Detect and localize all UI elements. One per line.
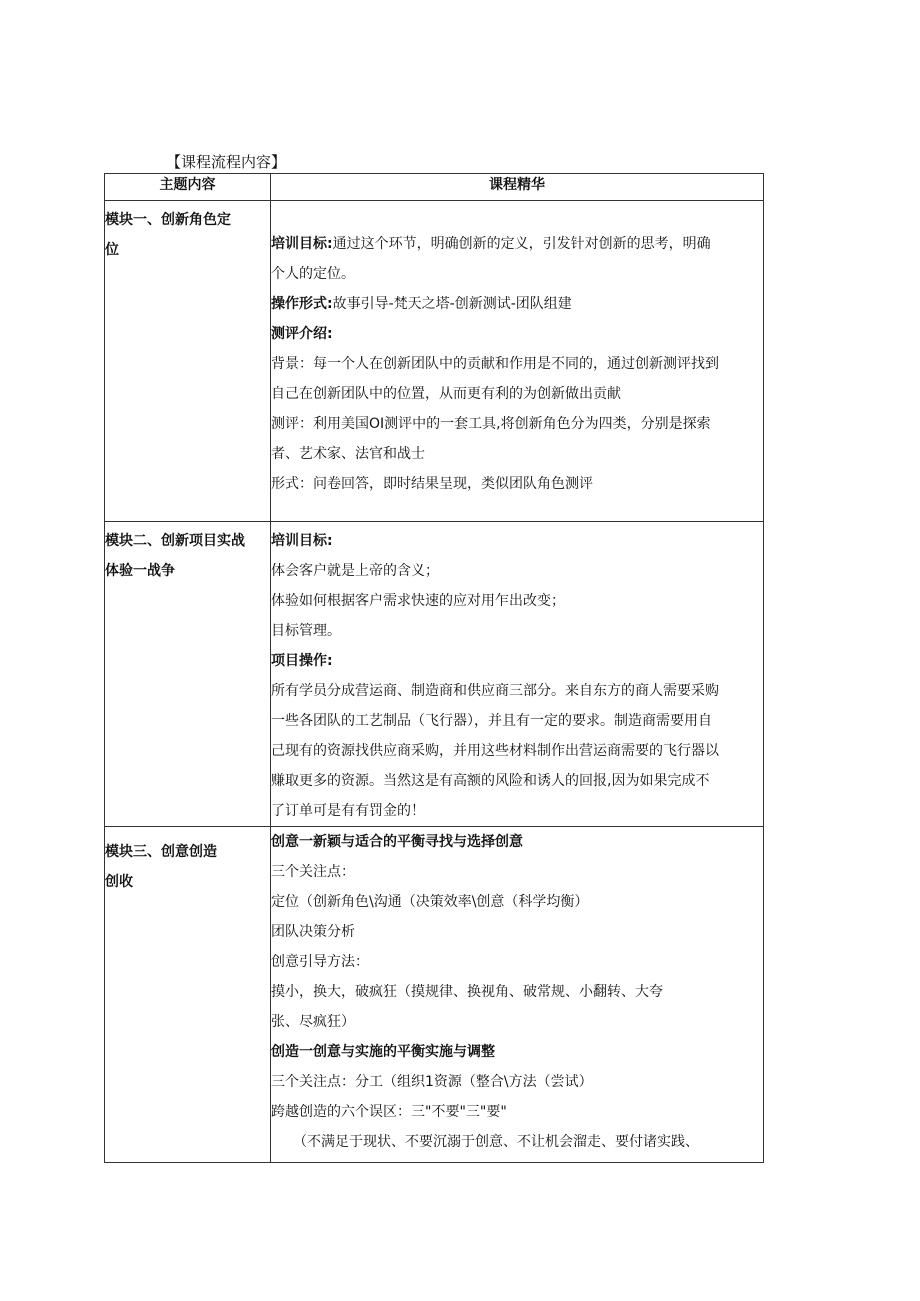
content-line: [271, 526, 763, 556]
course-flow-table: [104, 173, 764, 1163]
content-line: [271, 857, 763, 887]
module-name-line: 模块一、创新角色定: [105, 212, 231, 228]
content-line: [271, 379, 763, 409]
content-text: 三个关注点：分工（组织1资源（整合\方法（尝试）: [271, 1074, 593, 1090]
content-label: 培训目标:: [271, 236, 333, 252]
content-line: [271, 1037, 763, 1067]
table-header-row: [105, 174, 764, 201]
content-text: （不满足于现状、不要沉溺于创意、不让机会溜走、要付诸实践、: [293, 1134, 699, 1150]
content-line: [271, 319, 763, 349]
content-text: 形式：问卷回答，即时结果呈现，类似团队角色测评: [271, 476, 593, 492]
content-text: 故事引导-梵天之塔-创新测试-团队组建: [332, 296, 572, 312]
content-line: [271, 947, 763, 977]
content-line: [271, 439, 763, 469]
content-label: 创造一创意与实施的平衡实施与调整: [271, 1044, 495, 1060]
table-row: [105, 827, 764, 1163]
content-line: [271, 766, 763, 796]
content-line: [271, 349, 763, 379]
content-text: 团队决策分析: [271, 924, 355, 940]
content-text: 赚取更多的资源。当然这是有高额的风险和诱人的回报,因为如果完成不: [271, 773, 710, 789]
content-text: 通过这个环节，明确创新的定义，引发针对创新的思考，明确: [332, 236, 711, 252]
content-text: 己现有的资源找供应商采购，并用这些材料制作出营运商需要的飞行器以: [271, 743, 719, 759]
module-name-cell: [105, 201, 271, 522]
module-name-line: 创收: [105, 874, 133, 890]
content-line: [271, 289, 763, 319]
table-row: [105, 201, 764, 522]
content-line: [271, 827, 763, 857]
content-label: 操作形式:: [271, 296, 333, 312]
content-line: [271, 887, 763, 917]
module-content-cell: [271, 827, 764, 1163]
table-row: [105, 522, 764, 827]
content-text: 个人的定位。: [271, 266, 355, 282]
module-name-cell: [105, 522, 271, 827]
table-caption: 【课程流程内容】: [166, 153, 287, 171]
content-line: [271, 736, 763, 766]
content-line: [271, 676, 763, 706]
content-text: 体验如何根据客户需求快速的应对用乍出改变；: [271, 593, 565, 609]
content-line: [271, 917, 763, 947]
content-line: [271, 616, 763, 646]
module-name-line: 模块二、创新项目实战: [105, 533, 245, 549]
content-label: 测评介绍:: [271, 326, 333, 342]
content-label: 创意一新颖与适合的平衡寻找与选择创意: [271, 834, 523, 850]
content-line: [271, 1097, 763, 1127]
content-line: [271, 706, 763, 736]
content-text: 背景：每一个人在创新团队中的贡献和作用是不同的，通过创新测评找到: [271, 356, 719, 372]
module-name-line: 体验一战争: [105, 563, 175, 579]
content-line: [271, 1067, 763, 1097]
content-text: 测评：利用美国OI测评中的一套工具,将创新角色分为四类，分别是探索: [271, 416, 711, 432]
module-name-line: 模块三、创意创造: [105, 844, 217, 860]
content-text: 摸小，换大，破疯狂（摸规律、换视角、破常规、小翻转、大夸: [271, 984, 663, 1000]
module-content-cell: [271, 522, 764, 827]
content-line: [271, 556, 763, 586]
content-text: 者、艺术家、法官和战士: [271, 446, 425, 462]
content-line: [271, 469, 763, 499]
content-text: 体会客户就是上帝的含义；: [271, 563, 439, 579]
content-text: 了订单可是有有罚金的！: [271, 803, 425, 819]
content-line: [271, 796, 763, 826]
content-text: 一些各团队的工艺制品（飞行器），并且有一定的要求。制造商需要用自: [271, 713, 712, 729]
content-text: 所有学员分成营运商、制造商和供应商三部分。来自东方的商人需要采购: [271, 683, 719, 699]
content-text: 跨越创造的六个误区：三"不要"三"要": [271, 1104, 507, 1120]
content-text: 自己在创新团队中的位置，从而更有利的为创新做出贡献: [271, 386, 621, 402]
content-text: 创意引导方法：: [271, 954, 369, 970]
content-text: 目标管理。: [271, 623, 341, 639]
content-label: 项目操作:: [271, 653, 333, 669]
module-name-cell: [105, 827, 271, 1163]
header-topic: 主题内容: [105, 174, 271, 201]
header-highlights: 课程精华: [271, 174, 764, 201]
content-line: [271, 646, 763, 676]
content-line: [271, 1127, 763, 1157]
content-line: [271, 229, 763, 259]
content-text: 三个关注点：: [271, 864, 355, 880]
content-line: [271, 977, 763, 1007]
content-text: 定位（创新角色\沟通（决策效率\创意（科学均衡）: [271, 894, 589, 910]
content-label: 培训目标:: [271, 533, 333, 549]
module-name-line: 位: [105, 242, 119, 258]
content-line: [271, 409, 763, 439]
content-line: [271, 259, 763, 289]
content-line: [271, 586, 763, 616]
content-text: 张、尽疯狂）: [271, 1014, 355, 1030]
content-line: [271, 1007, 763, 1037]
module-content-cell: [271, 201, 764, 522]
